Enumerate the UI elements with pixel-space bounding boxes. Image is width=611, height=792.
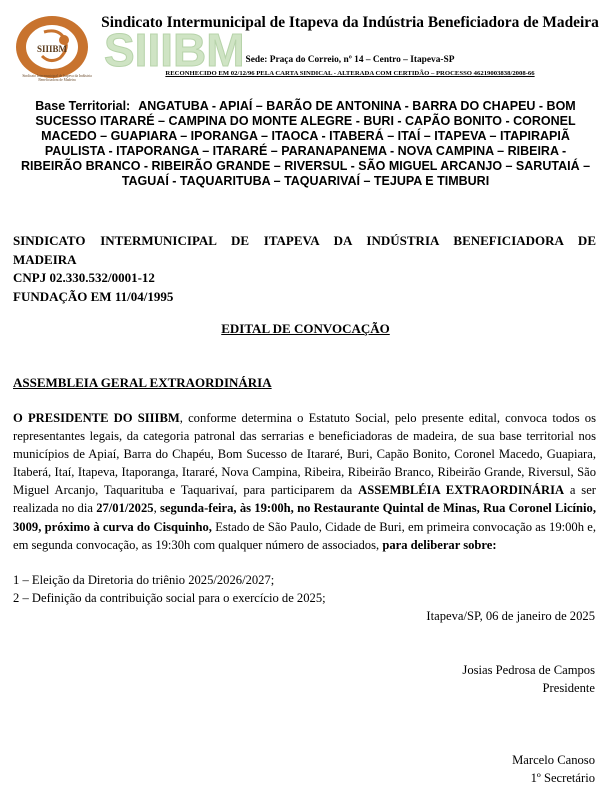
paragraph-part2: a ser realizada no dia: [13, 483, 596, 516]
president-reference: O PRESIDENTE DO SIIIBM: [13, 411, 180, 425]
signatory-name: Marcelo Canoso: [512, 753, 595, 767]
signature-president: [462, 661, 595, 697]
org-founded: FUNDAÇÃO EM 11/04/1995: [13, 288, 174, 304]
territorial-base: [14, 99, 597, 189]
logo-text: SIIIBM: [37, 44, 68, 54]
assembly-reference: ASSEMBLÉIA EXTRAORDINÁRIA: [358, 483, 565, 498]
watermark-text: SIIIBM: [104, 30, 245, 70]
notice-title: EDITAL DE CONVOCAÇÃO: [221, 321, 390, 336]
agenda-item: 2 – Definição da contribuição social para o exercício de 2025;: [13, 591, 326, 605]
territorial-base-list: ANGATUBA - APIAÍ – BARÃO DE ANTONINA - BARRA DO CHAPEU - BOM SUCESSO ITARARÉ – CAMPINA DO MONTE ALEGRE - BURI - CAPÃO BONITO - CORONEL MACEDO – GUAPIARA – IPORANGA – ITAOCA - ITABERÁ – ITAÍ – ITAPEVA – ITAPIRAPIÃ PAULISTA - ITAPORANGA – ITARARÉ – PARANAPANEMA - NOVA CAMPINA – RIBEIRA - RIBEIRÃO BRANCO - RIBEIRÃO GRANDE – RIVERSUL - SÃO MIGUEL ARCANJO – SARUTAIÁ – TAGUAÍ - TAQUARITUBA – TAQUARIVAÍ – TEJUPA E TIMBURI: [20, 99, 591, 188]
paragraph-part1: , conforme determina o Estatuto Social, pelo presente edital, convoca todos os representantes legais, da categoria patronal das serrarias e beneficiadoras de madeira, de sua base territorial nos municípios de Apiaí, Barra do Chapéu, Bom Sucesso de Itararé, Buri, Capão Bonito, Coronel Macedo, Guapiara, Itaberá, Itaí, Itapeva, Itaporanga, Itararé, Nova Campina, Ribeira, Ribeirão Branco, Ribeirão Grande, Riversul, São Miguel Arcanjo, Taquarituba e Taquarivaí, para participarem da: [13, 411, 597, 498]
signatory-role: 1º Secretário: [530, 771, 595, 785]
convocation-paragraph: [13, 409, 596, 554]
header-address: Sede: Praça do Correio, nº 14 – Centro – Itapeva-SP: [245, 55, 455, 65]
org-name-line1: SINDICATO INTERMUNICIPAL DE ITAPEVA DA INDÚSTRIA BENEFICIADORA DE: [13, 233, 596, 248]
meeting-time-location: segunda-feira, às 19:00h, no Restaurante Quintal de Minas, Rua Coronel Licínio, 3009, próximo à curva do Cisquinho,: [13, 501, 596, 534]
organization-block: [13, 232, 596, 306]
agenda-item: 1 – Eleição da Diretoria do triênio 2025/2026/2027;: [13, 573, 275, 587]
signature-secretary: [512, 751, 595, 787]
paragraph-part3: ,: [153, 501, 160, 516]
assembly-title: ASSEMBLEIA GERAL EXTRAORDINÁRIA: [13, 375, 272, 390]
meeting-date: 27/01/2025: [96, 501, 154, 516]
logo-caption: Sindicato Intermunicipal de Itapeva da Indústria Beneficiadora de Madeira: [22, 74, 92, 82]
place-and-date: Itapeva/SP, 06 de janeiro de 2025: [426, 609, 595, 623]
agenda-intro: para deliberar sobre:: [382, 537, 497, 552]
header-recognition: RECONHECIDO EM 02/12/96 PELA CARTA SINDICAL - ALTERADA COM CERTIDÃO – PROCESSO 46219003838/2008-66: [165, 70, 535, 77]
signatory-role: Presidente: [542, 681, 595, 695]
org-name-line2: MADEIRA: [13, 251, 77, 267]
signatory-name: Josias Pedrosa de Campos: [462, 663, 595, 677]
header-title: Sindicato Intermunicipal de Itapeva da Indústria Beneficiadora de Madeira: [101, 14, 599, 31]
org-cnpj: CNPJ 02.330.532/0001-12: [13, 270, 155, 285]
paragraph-part4: Estado de São Paulo, Cidade de Buri, em primeira convocação as 19:00h e, em segunda convocação, as 19:30h com qualquer número de associados,: [13, 519, 597, 552]
territorial-base-label: Base Territorial:: [35, 99, 131, 113]
